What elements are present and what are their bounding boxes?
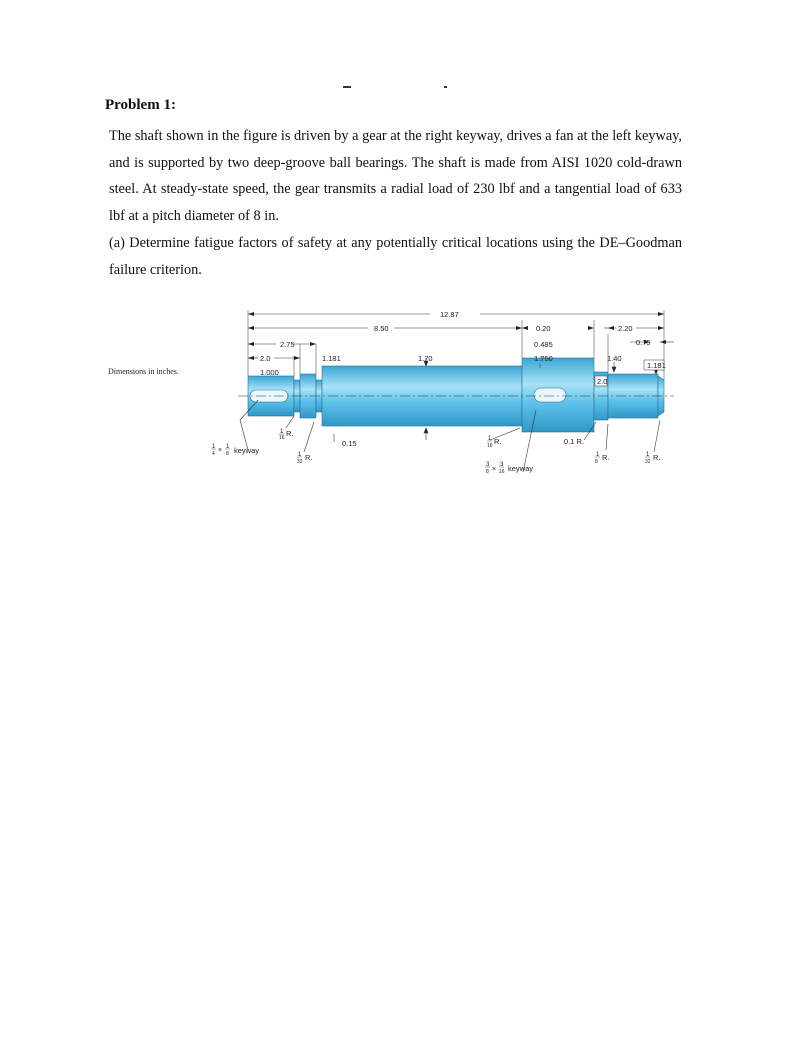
svg-text:1: 1 [596,452,600,458]
scan-mark [343,86,351,88]
problem-title: Problem 1: [105,97,176,113]
dim-bearing-span: 8.50 [374,324,389,333]
dim-2-20: 2.20 [618,324,633,333]
svg-text:×: × [492,466,497,473]
svg-text:3: 3 [500,462,504,468]
svg-text:16: 16 [499,469,505,475]
radius-label: R. [286,429,294,438]
svg-text:32: 32 [297,459,303,465]
right-keyway-slot [534,388,566,402]
dim-2-75: 2.75 [280,340,295,349]
figure-caption: Dimensions in inches. [108,367,179,376]
dimension-arrows [248,312,666,360]
dim-overall-length: 12.87 [440,310,459,319]
fraction-annotations [211,429,661,475]
svg-text:16: 16 [279,435,285,441]
svg-text:3: 3 [486,462,490,468]
radius-label-4: R. [602,453,610,462]
dim-center-diameter: 1.70 [418,354,433,363]
dim-0-20: 0.20 [536,324,551,333]
dim-left-bearing-diameter: 1.181 [322,354,341,363]
svg-text:8: 8 [226,451,229,457]
dim-right-bearing-diameter: 1.181 [647,361,666,370]
dim-1-40: 1.40 [607,354,622,363]
dim-2-0: 2.0 [260,354,271,363]
shaft-body [248,358,664,432]
dimension-lines [248,314,674,358]
dim-0-1-radius: 0.1 R. [564,437,585,446]
problem-part-a: (a) Determine fatigue factors of safety at any potentially critical locations using the DE–Goodman failure criterion. [109,235,682,278]
svg-text:8: 8 [595,459,598,465]
svg-text:32: 32 [645,459,651,465]
svg-text:8: 8 [486,469,489,475]
svg-text:1: 1 [646,452,650,458]
svg-text:1: 1 [226,444,230,450]
svg-text:1: 1 [212,444,216,450]
dim-groove-diameter: 2.0 [597,377,608,386]
svg-text:1: 1 [298,452,302,458]
svg-text:4: 4 [212,451,215,457]
dim-0-485: 0.485 [534,340,553,349]
keyway-right-label: keyway [508,464,534,473]
dim-0-15: 0.15 [342,439,357,448]
radius-label-3: R. [494,437,502,446]
svg-text:1: 1 [280,429,284,435]
radius-label-5: R. [653,453,661,462]
svg-text:16: 16 [487,443,493,449]
problem-statement: The shaft shown in the figure is driven by a gear at the right keyway, drives a fan at the left keyway, and is supported by two deep-groove ball bearings. The shaft is made from AISI 1020 cold-drawn steel. At steady-state speed, the gear transmits a radial load of 230 lbf and a tangential load of 633 lbf at a pitch diameter of 8 in. [109,128,682,224]
svg-text:×: × [218,447,223,454]
dim-fan-diameter: 1.000 [260,368,279,377]
radius-label-2: R. [305,453,313,462]
shaft-figure [108,300,688,500]
scan-mark [444,86,447,88]
svg-text:1: 1 [488,436,492,442]
dim-0-75: 0.75 [636,338,651,347]
dim-gear-diameter: 1.750 [534,354,553,363]
keyway-left-label: keyway [234,446,260,455]
shaft-drawing [108,300,688,500]
